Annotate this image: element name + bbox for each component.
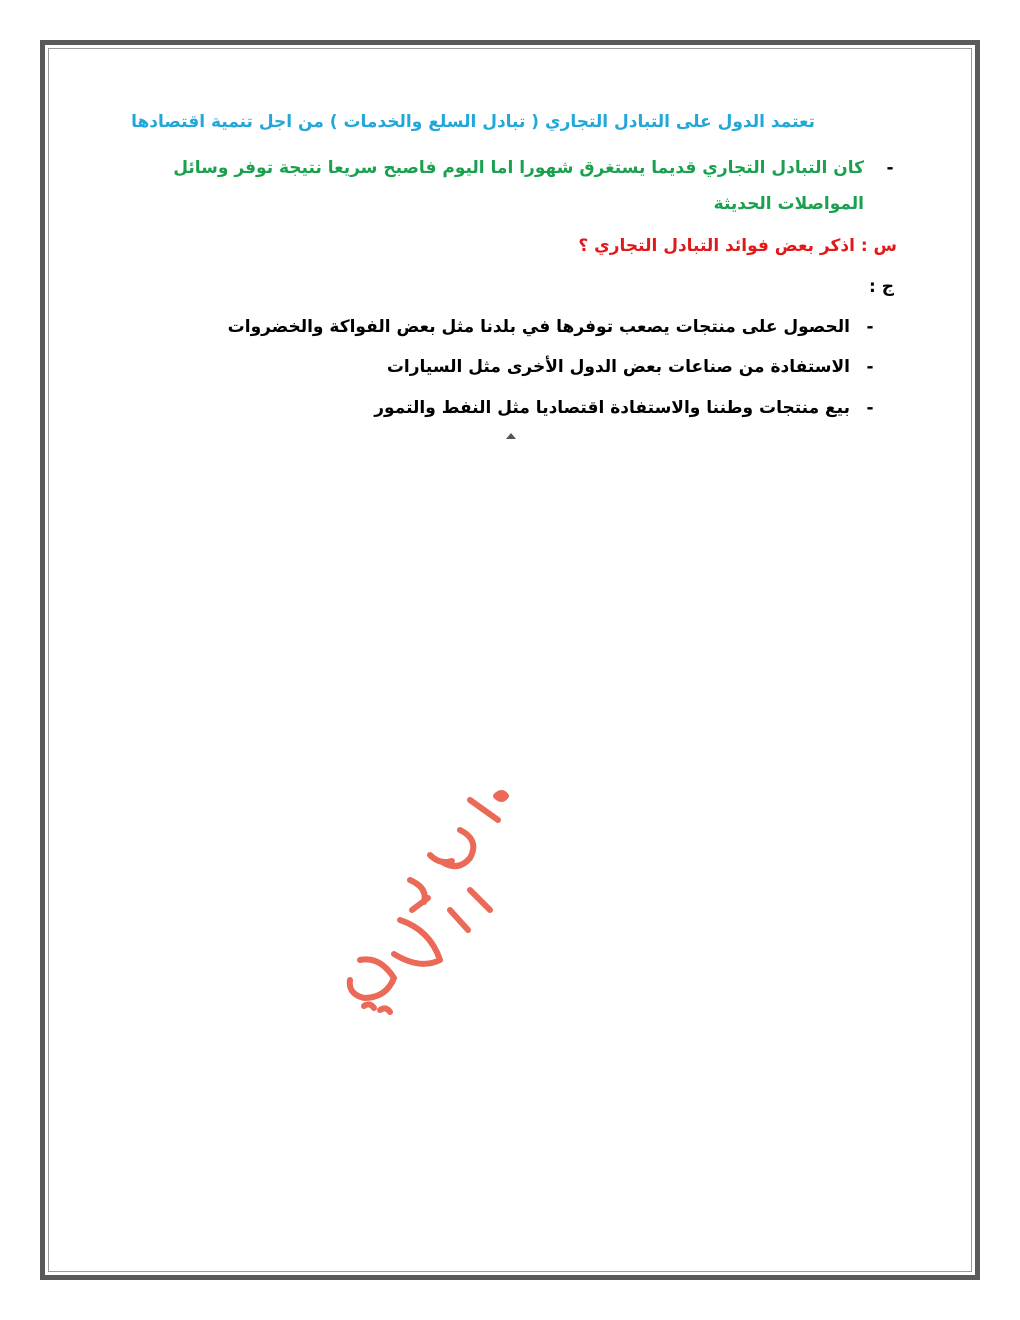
answer-text: الاستفادة من صناعات بعض الدول الأخرى مثل السيارات <box>386 357 850 377</box>
answer-dash: - <box>866 357 874 377</box>
bullet-dash: - <box>886 158 894 178</box>
question-text: س : اذكر بعض فوائد التبادل التجاري ؟ <box>578 236 897 256</box>
page-border-inner <box>48 48 972 1272</box>
answer-item-2 <box>387 357 890 377</box>
page-heading: تعتمد الدول على التبادل التجاري ( تبادل السلع والخدمات ) من اجل تنمية اقتصادها <box>131 112 815 132</box>
bullet-text: كان التبادل التجاري قديما يستغرق شهورا اما اليوم فاصبح سريعا نتيجة توفر وسائل المواصلات الحديثة <box>173 158 864 214</box>
answer-label: ج : <box>869 277 894 297</box>
answer-dash: - <box>866 317 874 337</box>
caret-up-icon <box>506 433 516 439</box>
page-border <box>40 40 980 1280</box>
answer-item-1 <box>228 317 890 337</box>
bullet-paragraph <box>134 150 894 222</box>
answer-text: الحصول على منتجات يصعب توفرها في بلدنا مثل بعض الفواكة والخضروات <box>227 317 850 337</box>
signature-watermark <box>320 760 540 1020</box>
answer-text: بيع منتجات وطننا والاستفادة اقتصاديا مثل النفط والتمور <box>374 398 850 418</box>
answer-dash: - <box>866 398 874 418</box>
answer-item-3 <box>374 398 890 418</box>
